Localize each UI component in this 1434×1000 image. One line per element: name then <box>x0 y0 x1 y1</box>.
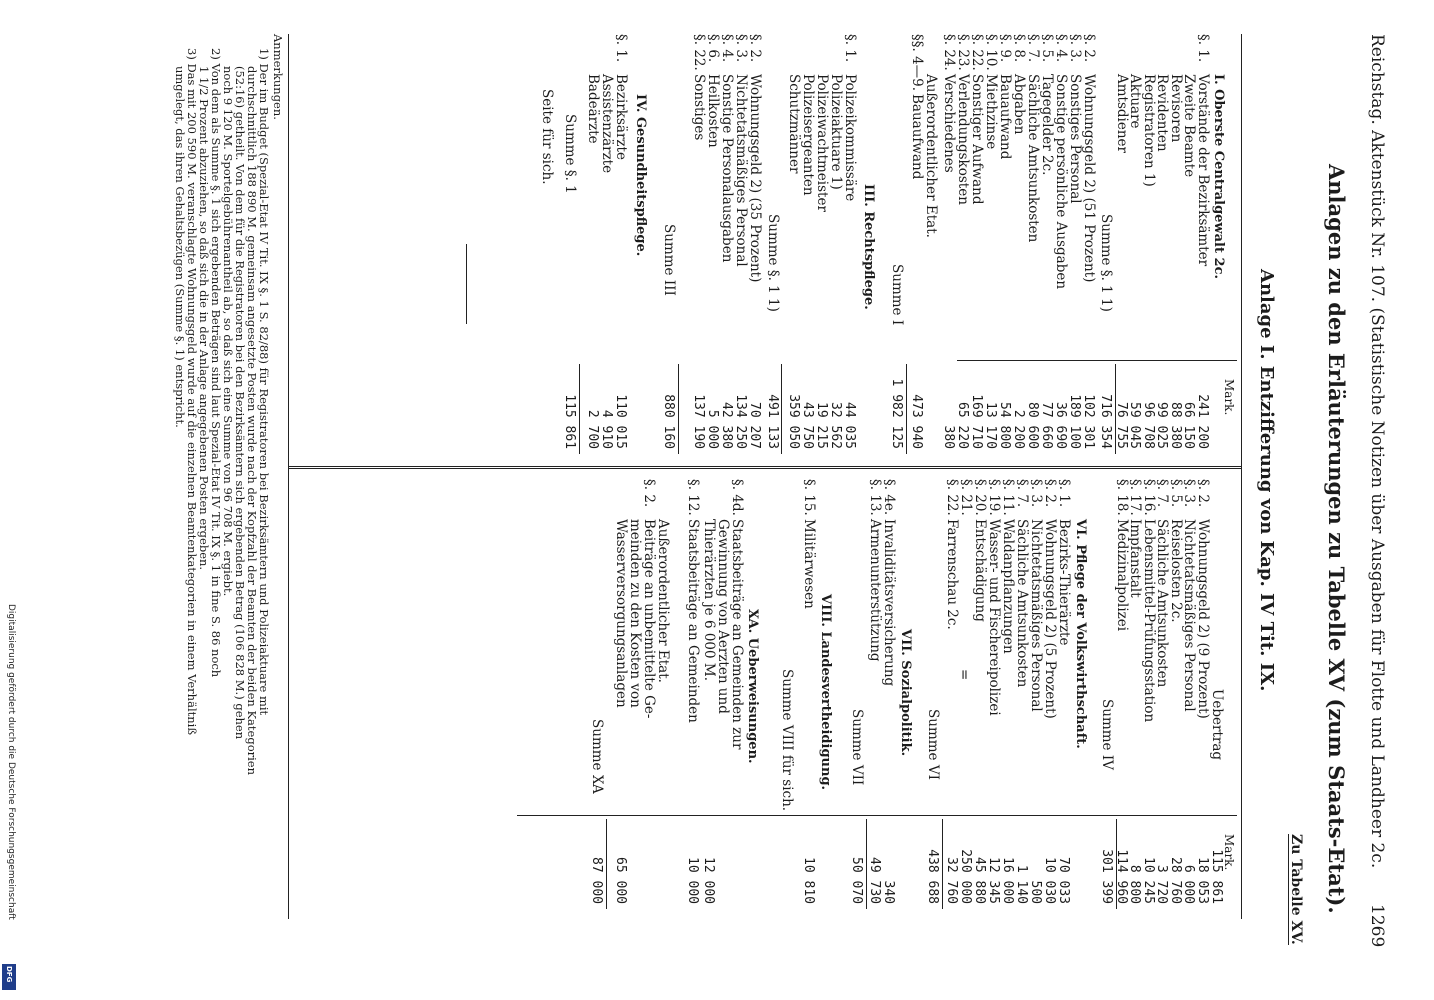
paragraph-number: §. 20. <box>972 479 988 516</box>
row-value: 70 207 <box>747 402 762 449</box>
table-row <box>1068 34 1081 474</box>
row-value: 54 800 <box>997 402 1012 449</box>
row-label: Polizeiaktuare 1) <box>828 74 844 190</box>
table-row <box>815 34 828 474</box>
footnote-line: 2) Von dem als Summe §. 1 sich ergebenden Beträgen sind laut Spezial-Etat IV Tit. IX §. 1 in fine S. 86 noch <box>209 48 223 678</box>
paragraph-number: §. 5. <box>1039 34 1055 63</box>
row-label-line: Beiträge an unbemittelte Ge- <box>641 519 657 719</box>
table-row <box>1115 34 1128 474</box>
row-value: 45 880 <box>972 857 987 904</box>
row-value: 2 700 <box>585 409 600 449</box>
sum-value: 880 160 <box>661 394 676 449</box>
table-row <box>1040 34 1053 474</box>
row-value: 10 810 <box>801 857 816 904</box>
table-row <box>882 479 895 919</box>
table-row <box>942 34 955 474</box>
row-label: Medizinalpolizei <box>1114 519 1130 632</box>
row-value: 49 730 <box>867 857 882 904</box>
page-title: Anlagen zu den Erläuterungen zu Tabelle XV (zum Staats-Etat). <box>1324 164 1349 914</box>
currency-header: Mark. <box>1222 834 1236 871</box>
running-header: Reichstag. Aktenstück Nr. 107. (Statistische Notizen über Ausgaben für Flotte und Landheer 2c. <box>1367 34 1387 869</box>
row-value: 13 170 <box>983 402 998 449</box>
row-value: 102 301 <box>1081 394 1096 449</box>
sum-label: Summe I <box>889 264 905 326</box>
row-label: Miethzinse <box>983 74 999 150</box>
row-value: 137 190 <box>691 394 706 449</box>
table-row <box>1196 34 1209 474</box>
row-label: Bezirks-Thierärzte <box>1056 519 1072 646</box>
paragraph-number: §. 3. <box>1067 34 1083 63</box>
paragraph-number: §. 7. <box>1025 34 1041 63</box>
row-label: Wasser- und Fischereipolizei <box>986 519 1002 716</box>
table-row <box>686 479 699 919</box>
table-row <box>1156 479 1169 919</box>
table-row <box>956 34 969 474</box>
row-value: 4 910 <box>599 409 614 449</box>
paragraph-number: §. 22. <box>969 34 985 71</box>
paragraph-number: §. 1. <box>842 34 858 63</box>
row-label: Revidenten <box>1154 74 1171 152</box>
sum-label: Summe XA <box>589 719 605 794</box>
row-value: 44 035 <box>842 402 857 449</box>
table-row <box>1196 479 1209 919</box>
row-value: 189 100 <box>1067 394 1082 449</box>
row-label-line: Staatsbeiträge an Gemeinden zur <box>729 519 745 750</box>
paragraph-number: §. 8. <box>1011 34 1027 63</box>
row-value: 114 960 <box>1114 849 1129 904</box>
row-label: Zweite Beamte <box>1181 74 1198 178</box>
row-value: 359 050 <box>786 394 801 449</box>
sum-label: Summe III <box>661 224 677 296</box>
paragraph-number: §. 3. <box>1181 479 1198 508</box>
sum-value: 491 133 <box>765 394 780 449</box>
table-row <box>1129 34 1142 474</box>
row-value: 3 720 <box>1154 864 1170 904</box>
paragraph-number: §. 2. <box>747 34 763 63</box>
row-label: Bezirksärzte <box>613 74 629 160</box>
row-label: Verlendungskosten <box>955 74 971 205</box>
table-row <box>829 34 842 474</box>
ditto-mark: = <box>956 669 972 681</box>
row-value: 76 755 <box>1114 402 1129 449</box>
row-value: 12 000 <box>701 857 716 904</box>
extra-heading: Außerordentlicher Etat. <box>923 74 939 238</box>
row-value: 6 000 <box>1181 864 1197 904</box>
currency-header: Mark. <box>1222 379 1236 416</box>
sum-label: Summe §. 1 <box>562 114 578 194</box>
table-row <box>1082 34 1095 474</box>
row-value: 66 150 <box>1181 402 1197 449</box>
row-value: 65 000 <box>613 857 628 904</box>
row-value: 70 033 <box>1056 857 1071 904</box>
sum-value: 716 354 <box>1098 394 1113 449</box>
paragraph-number: §. 1. <box>613 34 629 63</box>
table-row <box>984 34 997 474</box>
row-value: 18 053 <box>1195 857 1210 904</box>
table-row <box>586 34 599 474</box>
sum-label: Summe VII <box>849 709 865 786</box>
row-label-line: meinden zu den Kosten von <box>627 519 643 708</box>
row-label: Polizeikommissäre <box>842 74 858 202</box>
document-page <box>173 34 1387 954</box>
row-label: Nichtetatsmäßiges Personal <box>1181 519 1198 712</box>
row-label: Sächliche Amtsunkosten <box>1025 74 1041 243</box>
row-label: Sonstige persönliche Ausgaben <box>1053 74 1069 290</box>
table-row <box>1043 479 1056 919</box>
footnotes-heading: Anmerkungen. <box>271 34 285 120</box>
row-label: Reiselosten 2c. <box>1168 519 1184 623</box>
paragraph-number: §. 16. <box>1141 479 1157 516</box>
sum-label: Summe §. 1 1) <box>1098 214 1114 312</box>
section-heading: XA. Ueberweisungen. <box>745 609 760 764</box>
row-label: Sächliche Amtsunkosten <box>1014 519 1030 688</box>
row-label: Armenunterstützung <box>867 519 883 662</box>
row-label: Bauaufwand <box>997 74 1013 160</box>
sum-value: 50 070 <box>849 857 864 904</box>
carry-label: Uebertrag <box>1209 689 1225 761</box>
footnote-line: 1 1/2 Prozent abzuziehen, so daß sich die in der Anlage angegebenen Posten ergeben. <box>197 66 211 571</box>
paragraph-number: §. 7. <box>1014 479 1030 508</box>
row-value: 380 <box>941 425 956 449</box>
table-row <box>1156 34 1169 474</box>
row-label-line: Wasserversorgungsanlagen <box>613 519 629 708</box>
table-row <box>868 479 881 919</box>
sum-value: 115 861 <box>562 394 577 449</box>
row-label: Sonstige Personalausgaben <box>719 74 735 263</box>
section-heading: I. Oberste Centralgewalt 2c. <box>1211 74 1226 280</box>
row-value: 340 <box>881 880 896 904</box>
paragraph-number: §. 4e. <box>881 479 897 516</box>
table-row <box>1001 479 1014 919</box>
footnote-line: 3) Das mit 200 590 M. veranschlagte Wohnungsgeld wurde auf die einzelnen Beamtenkategorien in einem Verhältniß <box>185 48 199 736</box>
row-label: Nichtetatsmäßiges Personal <box>1028 519 1044 712</box>
row-value: 42 380 <box>719 402 734 449</box>
row-value: 5 000 <box>705 409 720 449</box>
row-value: 80 600 <box>1025 402 1040 449</box>
table-row <box>1142 479 1155 919</box>
table-reference: Zu Tabelle XV. <box>1288 834 1304 945</box>
table-row <box>706 34 719 474</box>
table-row <box>699 479 743 919</box>
row-value: 241 200 <box>1195 394 1210 449</box>
digitization-credit: Digitalisierung gefördert durch die Deutsche Forschungsgemeinschaft <box>6 604 16 920</box>
top-rule <box>1241 34 1242 919</box>
paragraph-number: §. 1. <box>1056 479 1072 508</box>
row-label: Sächliche Amtsunkosten <box>1154 519 1171 688</box>
table-row <box>1029 479 1042 919</box>
row-label: Sonstiges Personal <box>1067 74 1083 204</box>
footnote-line: umgelegt, das ihren Gehaltsbezügen (Summe §. 1) entspricht. <box>173 66 187 428</box>
paragraph-number: §. 22. <box>691 34 707 71</box>
row-label: Revisoren <box>1168 74 1184 143</box>
row-label-line: Gewinnung von Aerzten und <box>715 519 731 714</box>
dfg-logo: DFG <box>2 964 16 990</box>
paragraph-number: §. 2. <box>1042 479 1058 508</box>
row-label: Wohnungsgeld 2) (51 Prozent) <box>1081 74 1097 283</box>
paragraph-number: §. 17. <box>1127 479 1144 516</box>
row-value: 134 250 <box>733 394 748 449</box>
section-heading: IV. Gesundheitspflege. <box>633 94 648 257</box>
row-label: Heilkosten <box>705 74 721 148</box>
paragraph-number: §. 11. <box>1000 479 1016 516</box>
table-row <box>970 34 983 474</box>
row-value: 88 380 <box>1168 402 1183 449</box>
table-row <box>1183 34 1196 474</box>
row-label: Vorstände der Bezirksämter <box>1195 74 1211 267</box>
row-value: 99 025 <box>1154 402 1170 449</box>
left-table <box>287 34 1237 464</box>
row-label: Schutzmänner <box>786 74 802 174</box>
row-label: Sonstiges <box>691 74 707 141</box>
row-value: 32 760 <box>944 857 959 904</box>
row-label-line: Thierärzten je 6 000 M. <box>701 519 717 681</box>
footnote-line: noch 9 120 M. Sportelgebührenantheil ab, so daß sich eine Summe von 96 708 M. ergiebt. <box>221 66 235 597</box>
table-row <box>1142 34 1155 474</box>
row-value: 8 800 <box>1127 864 1143 904</box>
paragraph-number: §. 2. <box>1195 479 1211 508</box>
paragraph-number: §. 21. <box>958 479 974 516</box>
table-row <box>611 479 655 919</box>
paragraph-number: §. 3. <box>1028 479 1044 508</box>
paragraph-number: §. 2. <box>641 479 657 508</box>
row-label: Assistenzärzte <box>599 74 615 174</box>
row-label: Entschädigung <box>972 519 988 622</box>
table-row <box>945 479 958 919</box>
row-value: 96 708 <box>1141 402 1156 449</box>
table-row <box>1026 34 1039 474</box>
row-value: 43 750 <box>800 402 815 449</box>
sum-label: Summe VI <box>925 709 941 780</box>
table-row <box>956 479 974 919</box>
subtitle: Anlage I. Entzifferung von Kap. IV Tit. IX. <box>1256 269 1277 692</box>
row-label: Polizeisergeanten <box>800 74 816 196</box>
paragraph-number: §. 22. <box>944 479 960 516</box>
row-value: 12 345 <box>986 857 1001 904</box>
sum-value: 1 982 125 <box>889 378 904 449</box>
paragraph-number: §. 9. <box>997 34 1013 63</box>
sum-label: Summe §. 1 1) <box>765 214 781 312</box>
paragraph-number: §. 10. <box>983 34 999 71</box>
row-label: Waldanpflanzungen <box>1000 519 1016 654</box>
sum-value: 301 399 <box>1099 849 1114 904</box>
table-row <box>1169 479 1182 919</box>
paragraph-number: §. 1. <box>1195 34 1211 63</box>
row-value: 77 660 <box>1039 402 1054 449</box>
table-row <box>1169 34 1182 474</box>
table-row <box>1183 479 1196 919</box>
row-label: Wohnungsgeld 2) (35 Prozent) <box>747 74 763 283</box>
sum-value: 438 688 <box>925 849 940 904</box>
table-row <box>1054 34 1067 474</box>
row-label: Badeärzte <box>585 74 601 144</box>
table-row <box>614 34 627 474</box>
table-row <box>801 34 814 474</box>
row-value: 28 760 <box>1168 857 1183 904</box>
sum-label: Summe VIII für sich. <box>779 669 795 812</box>
table-row <box>973 479 986 919</box>
paragraph-number: §. 12. <box>685 479 701 516</box>
paragraph-number: §. 19. <box>986 479 1002 516</box>
table-row <box>998 34 1011 474</box>
row-value: 250 000 <box>958 849 973 904</box>
footnote-line: (52:16) getheilt. Von dem für die Registratoren bei den Bezirksämtern sich ergebenden Betrag (106 828 M.) gehen <box>233 66 247 740</box>
row-value: 10 030 <box>1042 857 1057 904</box>
paragraph-number: §. 4. <box>719 34 735 63</box>
row-label: Farrenschau 2c. <box>944 519 960 630</box>
paragraph-number: §. 6. <box>705 34 721 63</box>
column-divider <box>289 466 1242 469</box>
paragraph-number: §§. 4—9. <box>909 34 925 92</box>
paragraph-number: §. 5. <box>1168 479 1184 508</box>
section-heading: VI. Pflege der Volkswirthschaft. <box>1073 519 1088 749</box>
row-value: 59 045 <box>1127 402 1143 449</box>
table-row <box>734 34 747 474</box>
footnote-line: 1) Der im Budget (Spezial-Etat IV Tit. IX §. 1 S. 82/88) für Registratoren bei Bezirksämtern und Polizeiaktuare mit <box>257 48 271 716</box>
table-row <box>1012 34 1025 474</box>
section-heading: VII. Sozialpolitik. <box>898 629 913 757</box>
row-value: 1 140 <box>1014 864 1029 904</box>
paragraph-number: §. 2. <box>1081 34 1097 63</box>
row-value: 2 200 <box>1011 409 1026 449</box>
carry-value: 115 861 <box>1209 849 1224 904</box>
section-heading: VIII. Landesvertheidigung. <box>818 594 833 791</box>
table-row <box>843 34 856 474</box>
row-value: 10 000 <box>685 857 700 904</box>
paragraph-number: §. 4d. <box>729 479 745 516</box>
paragraph-number: §. 15. <box>801 479 817 516</box>
row-label: Lebensmittel-Prüfungsstation <box>1141 519 1157 723</box>
row-label: Wohnungsgeld 2) (9 Prozent) <box>1195 519 1211 719</box>
row-label: Wohnungsgeld 2) (5 Prozent) <box>1042 519 1058 719</box>
extra-heading: Außerordentlicher Etat. <box>655 519 671 683</box>
table-row <box>802 479 815 919</box>
table-row <box>692 34 705 474</box>
paragraph-number: §. 23. <box>955 34 971 71</box>
sum-label: Summe IV <box>1099 699 1115 770</box>
row-value: 19 215 <box>814 402 829 449</box>
table-row <box>910 34 923 464</box>
row-label: Militärwesen <box>801 519 817 609</box>
paragraph-number: §. 4. <box>1053 34 1069 63</box>
table-row <box>1129 479 1142 919</box>
row-label: Sonstiger Aufwand <box>969 74 985 205</box>
row-value: 10 245 <box>1141 857 1156 904</box>
paragraph-number: §. 7. <box>1154 479 1171 508</box>
section-heading: III. Rechtspflege. <box>861 184 876 310</box>
row-label: Registratoren 1) <box>1141 74 1157 187</box>
row-label: Invaliditätsversicherung <box>881 519 897 687</box>
row-label: Impfanstalt <box>1127 519 1144 598</box>
row-label: Bauaufwand <box>909 94 925 180</box>
table-row <box>987 479 1000 919</box>
row-value: 32 562 <box>828 402 843 449</box>
right-table <box>287 479 1237 919</box>
row-value: 36 690 <box>1053 402 1068 449</box>
row-label: Amtsdiener <box>1114 74 1130 153</box>
table-row <box>720 34 733 474</box>
table-row <box>787 34 800 474</box>
row-label: Verschiedenes <box>941 74 957 173</box>
row-value: 110 015 <box>613 394 628 449</box>
row-value: 65 220 <box>955 402 970 449</box>
paragraph-number: §. 3. <box>733 34 749 63</box>
side-note: Seite für sich. <box>539 89 555 185</box>
table-row <box>600 34 613 474</box>
paragraph-number: §. 13. <box>867 479 883 516</box>
table-row <box>1057 479 1070 919</box>
row-label: Tagegelder 2c. <box>1039 74 1055 176</box>
row-label: Staatsbeiträge an Gemeinden <box>685 519 701 723</box>
paragraph-number: §. 24. <box>941 34 957 71</box>
table-row <box>748 34 761 474</box>
table-row <box>1015 479 1028 919</box>
row-value: 500 <box>1028 880 1043 904</box>
paragraph-number: §. 18. <box>1114 479 1130 516</box>
row-value: 169 710 <box>969 394 984 449</box>
row-value: 16 000 <box>1000 857 1015 904</box>
sum-value: 87 000 <box>589 857 604 904</box>
page-number: 1269 <box>1367 904 1387 948</box>
row-label: Nichtetatsmäßiges Personal <box>733 74 749 267</box>
row-label: Polizeiwachtmeister <box>814 74 830 212</box>
row-label: Aktuare <box>1127 74 1144 129</box>
row-value: 473 940 <box>909 394 924 449</box>
footnote-line: durchschnittlich 188 890 M. gemeinsam angesetzte Posten wurde nach der Kopfzahl der Beamten der beiden Kategorien <box>245 66 259 776</box>
row-label: Abgaben <box>1011 74 1027 135</box>
